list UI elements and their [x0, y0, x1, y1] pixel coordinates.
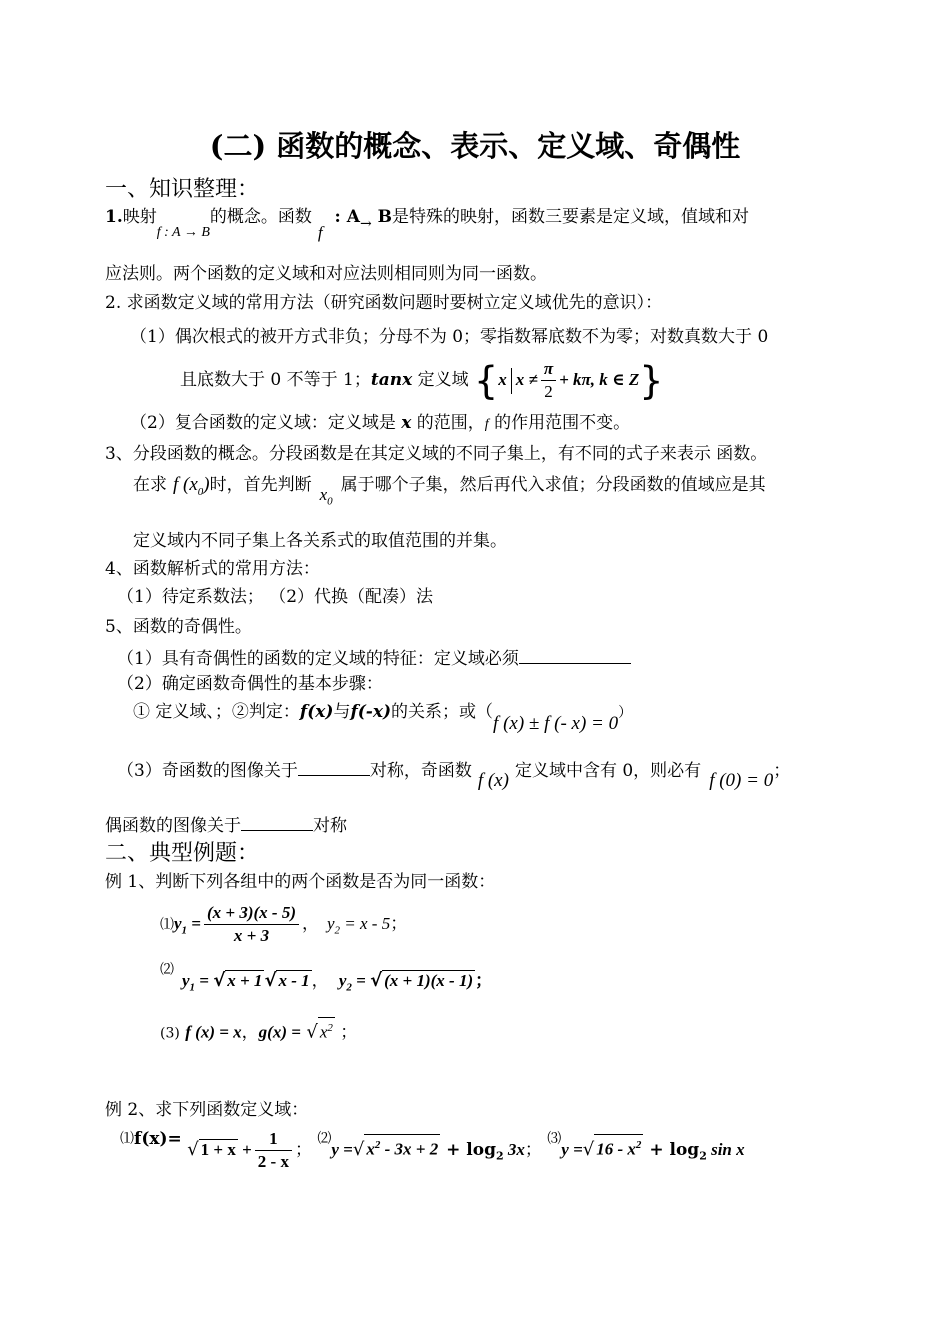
- text: （3）奇函数的图像关于: [117, 761, 298, 781]
- text: 偶函数的图像关于: [105, 816, 241, 836]
- text: 是特殊的映射，函数三要素是定义域，值域和对: [391, 207, 749, 227]
- arrow-symbol: →: [359, 216, 372, 232]
- text: ）: [618, 705, 633, 721]
- example-1-part-2-label: [160, 958, 174, 981]
- math-y: y =: [331, 1140, 353, 1159]
- page-title: (二) 函数的概念、表示、定义域、奇偶性: [209, 129, 741, 163]
- text: 且底数大于 0 不等于 1；: [180, 370, 371, 390]
- math-f-neg-x: f(-x): [350, 702, 392, 722]
- subscript: 2: [334, 924, 341, 937]
- math-B: B: [371, 207, 392, 227]
- item-5-rule-3-cont: [105, 812, 347, 837]
- math-fx: f (x): [477, 770, 509, 791]
- math-fx: f (x) = x: [185, 1022, 242, 1042]
- text: ；: [773, 761, 791, 781]
- text: （2）复合函数的定义域：定义域是: [130, 413, 402, 433]
- fx0: f (x: [173, 474, 198, 495]
- math-parity-test: f (x) ± f (- x) = 0: [493, 713, 619, 734]
- text: 映射: [122, 207, 157, 227]
- math-y: y =: [561, 1140, 583, 1159]
- left-brace: {: [474, 358, 499, 403]
- plus: +: [237, 1140, 252, 1159]
- section-heading-examples: 二、典型例题：: [105, 841, 260, 866]
- radicand: x + 1: [227, 971, 263, 990]
- math-x0: [319, 485, 333, 508]
- y: y: [326, 914, 335, 933]
- item-4-heading: 4、函数解析式的常用方法：: [105, 559, 320, 579]
- x: x: [319, 485, 328, 504]
- part-label: (3): [160, 1025, 180, 1042]
- set-bar: [511, 368, 512, 394]
- item-5-rule-2: （2）确定函数奇偶性的基本步骤：: [117, 674, 383, 694]
- text: 与: [333, 702, 351, 722]
- math-f0: f (0) = 0: [709, 770, 774, 791]
- log-term: [643, 1140, 745, 1163]
- example-2-problems: [120, 1128, 745, 1176]
- denominator: 2: [544, 382, 553, 401]
- math-cond: x ≠: [515, 370, 538, 389]
- radical-icon: √: [370, 970, 383, 991]
- radical-icon: √: [582, 1139, 595, 1160]
- math-fx: f(x): [299, 702, 334, 722]
- blank-line: [519, 645, 631, 664]
- radicand: x - 1: [278, 971, 310, 990]
- log-arg: 3x: [503, 1140, 525, 1159]
- x: x: [366, 1140, 375, 1159]
- y: y: [338, 971, 347, 990]
- text: ① 定义域、；②判定：: [133, 702, 300, 722]
- text: ；: [340, 1022, 358, 1043]
- text: 在求: [133, 475, 167, 495]
- numerator: 1: [255, 1128, 292, 1151]
- math-mapping: f : A → B: [156, 225, 210, 240]
- radicand: [594, 1134, 643, 1160]
- text: 定义域中含有 0，则必有: [514, 761, 702, 781]
- radical-icon: √: [264, 970, 277, 991]
- item-3-line-1: 3、分段函数的概念。分段函数是在其定义域的不同子集上，有不同的式子来表示 函数。: [105, 444, 768, 464]
- fraction: [255, 1128, 292, 1173]
- math-y1: [174, 914, 201, 937]
- text: 属于哪个子集，然后再代入求值；分段函数的值域应是其: [340, 475, 766, 495]
- log: + log: [643, 1140, 700, 1160]
- item-5-rule-1: [117, 645, 631, 670]
- text: ，: [241, 1022, 259, 1043]
- numerator: π: [541, 358, 556, 381]
- item-5-heading: 5、函数的奇偶性。: [105, 617, 252, 637]
- text: ；: [390, 914, 408, 934]
- expr-1: [187, 1128, 295, 1173]
- item-2-heading: 2. 求函数定义域的常用方法（研究函数问题时要树立定义域优先的意识）：: [105, 293, 663, 313]
- equals: =: [195, 971, 209, 990]
- exponent: 2: [374, 1139, 381, 1152]
- math-A: : A: [328, 207, 360, 227]
- subscript: 1: [189, 981, 196, 994]
- equals: =: [187, 914, 201, 933]
- text: ；: [294, 1140, 312, 1160]
- exponent: 2: [635, 1139, 642, 1152]
- item-3-line-3: 定义域内不同子集上各关系式的取值范围的并集。: [133, 531, 507, 551]
- text: ，: [301, 914, 319, 934]
- math-fx: f(x)=: [134, 1129, 182, 1149]
- text: ；: [475, 971, 493, 990]
- text: （1）具有奇偶性的函数的定义域的特征：定义域必须: [117, 649, 519, 669]
- log: + log: [440, 1140, 496, 1160]
- radical-icon: √: [187, 1139, 199, 1160]
- text: ，: [311, 971, 329, 990]
- math-f: f: [484, 417, 489, 432]
- item-2-rule-1-cont: [180, 358, 663, 402]
- part-label: ⑴: [120, 1131, 134, 1147]
- subscript-0: 0: [327, 495, 333, 508]
- log-base: 2: [495, 1149, 504, 1163]
- equals: =: [351, 971, 366, 990]
- part-label: ⑵: [317, 1131, 332, 1147]
- item-number: 1.: [105, 207, 123, 227]
- example-1-part-3: [160, 1017, 357, 1045]
- radicand: [364, 1134, 440, 1160]
- radical-icon: √: [352, 1139, 365, 1160]
- item-3-line-2: [133, 474, 766, 514]
- domain-set: [474, 358, 663, 403]
- subscript: 2: [346, 981, 352, 994]
- rest: - 3x + 2: [380, 1140, 439, 1159]
- y: y: [182, 971, 190, 990]
- part-label: ⑵: [160, 962, 174, 978]
- text: 的概念。函数: [209, 207, 312, 227]
- text: ；: [524, 1140, 542, 1160]
- blank-line: [241, 812, 313, 831]
- part-label: ⑴: [160, 917, 174, 933]
- math-f-x0: [173, 474, 210, 498]
- example-1-part-1: [160, 902, 407, 950]
- subscript: 1: [181, 924, 188, 937]
- numerator: (x + 3)(x - 5): [204, 902, 299, 925]
- example-1-heading: 例 1、判断下列各组中的两个函数是否为同一函数：: [105, 872, 496, 892]
- text: 的作用范围不变。: [488, 413, 631, 433]
- blank-line: [298, 757, 370, 776]
- fraction-pi-over-2: [541, 358, 556, 403]
- log-arg: sin x: [706, 1140, 745, 1159]
- denominator: x + 3: [233, 926, 270, 945]
- radicand: 1 + x: [200, 1140, 236, 1159]
- log-base: 2: [699, 1149, 707, 1163]
- item-4-methods: （1）待定系数法； （2）代换（配凑）法: [117, 587, 434, 607]
- item-5-steps: [133, 701, 632, 741]
- log-term: [440, 1140, 525, 1163]
- text: 时，首先判断: [209, 475, 312, 495]
- text: 的关系；或（: [391, 702, 494, 722]
- text: 对称，奇函数: [369, 761, 472, 781]
- text: 对称: [313, 816, 347, 836]
- radicand: [318, 1017, 335, 1043]
- example-2-heading: 例 2、求下列函数定义域：: [105, 1100, 309, 1120]
- y: y: [174, 914, 182, 933]
- denominator: 2 - x: [257, 1152, 289, 1171]
- close-paren: ): [203, 474, 210, 495]
- part-label: ⑶: [547, 1131, 562, 1147]
- item-2-rule-1: （1）偶次根式的被开方式非负；分母不为 0；零指数幂底数不为零；对数真数大于 0: [130, 327, 769, 347]
- math-x: x: [498, 370, 507, 389]
- expr: 16 - x: [596, 1140, 636, 1159]
- math-tail: + kπ, k ∈ Z: [559, 370, 640, 389]
- exponent: 2: [327, 1022, 333, 1034]
- text: 的范围，: [411, 413, 485, 433]
- rhs: = x - 5: [340, 914, 391, 933]
- radical-icon: √: [306, 1021, 318, 1043]
- radicand: (x + 1)(x - 1): [384, 971, 474, 990]
- radical-icon: √: [213, 970, 226, 991]
- fraction: [204, 902, 299, 947]
- math-y2: [326, 914, 391, 937]
- example-1-part-2: [182, 970, 492, 998]
- subscript-0: 0: [197, 485, 204, 498]
- item-1-line-2: 应法则。两个函数的定义域和对应法则相同则为同一函数。: [105, 264, 547, 284]
- math-gx: g(x) =: [258, 1022, 301, 1042]
- item-2-rule-2: [130, 412, 630, 436]
- math-tanx: tanx: [370, 370, 413, 390]
- math-f: f: [317, 223, 323, 242]
- item-5-rule-3: [117, 757, 790, 797]
- right-brace: }: [639, 358, 664, 403]
- text: 定义域: [412, 370, 469, 390]
- math-x: x: [401, 413, 412, 433]
- section-heading-knowledge: 一、知识整理：: [105, 177, 260, 202]
- x: x: [319, 1022, 328, 1042]
